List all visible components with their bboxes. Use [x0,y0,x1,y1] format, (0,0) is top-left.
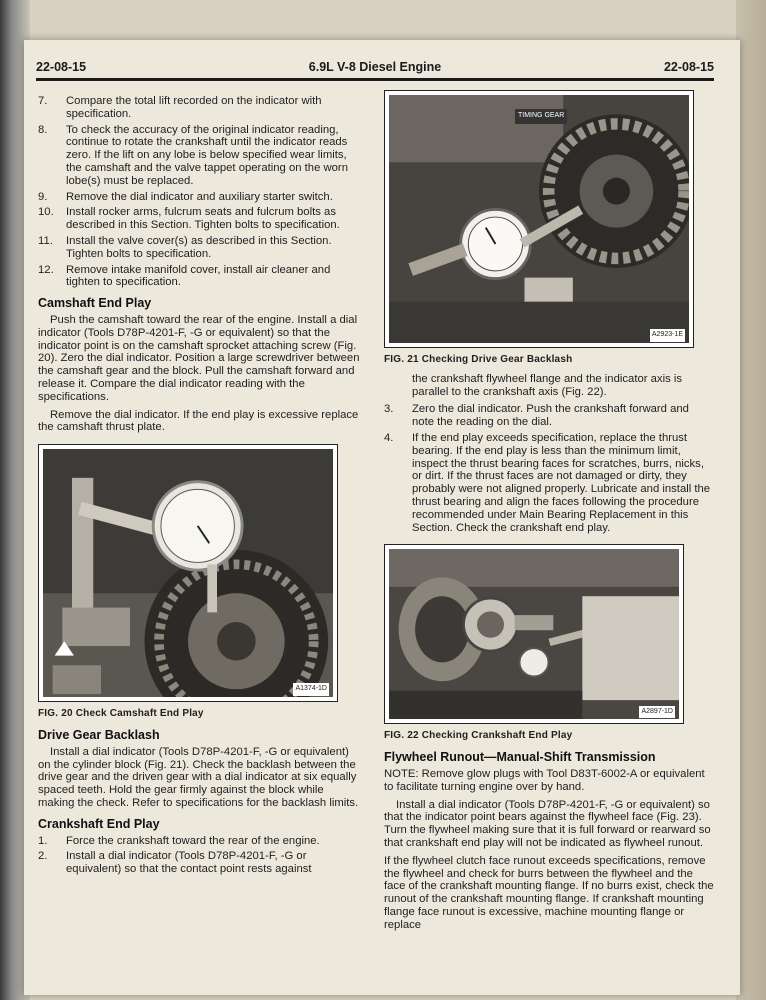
section-heading-drive-gear-backlash: Drive Gear Backlash [38,727,160,742]
step-text: Remove the dial indicator and auxiliary starter switch. [66,190,333,203]
note-paragraph: NOTE: Remove glow plugs with Tool D83T-6002-A or equivalent to facilitate turning engine over by hand. [384,767,705,793]
list-item [38,95,360,121]
manual-page [24,40,740,995]
paragraph: Install a dial indicator (Tools D78P-4201-F, -G or equivalent) on the cylinder block (Fig. 21). Check the backlash between the drive gear and the driven gear with a dial indicator at six equally spaced teeth. Hold the gear firmly against the block while making the check. Refer to specifications for the backlash limits. [38,745,359,809]
step-text: To check the accuracy of the original indicator reading, continue to rotate the crankshaft until the indicator reads zero. If the lift on any lobe is below specified wear limits, the camshaft and the valve tappet operating on the worn lobe(s) must be replaced. [66,123,348,187]
list-item [38,206,360,232]
step-number: 8. [38,123,48,136]
header-rule [36,78,714,81]
figure-code: A1374-1D [293,683,329,696]
header-page-number-right: 22-08-15 [663,60,714,74]
list-item [384,432,714,534]
step-number: 7. [38,95,48,107]
figure-code: A2923-1E [650,329,685,342]
section-heading-camshaft-end-play: Camshaft End Play [38,296,152,311]
paragraph: Install a dial indicator (Tools D78P-4201-F, -G or equivalent) so that the indicator point bears against the flywheel face (Fig. 23). Turn the flywheel making sure that it is full forward or rearward so that crankshaft end play will not be indicated as flywheel runout. [384,798,711,849]
header-page-number-left: 22-08-15 [36,60,87,74]
paragraph: Remove the dial indicator. If the end play is excessive replace the camshaft thrust plate. [38,408,359,434]
figure-22-caption: FIG. 22 Checking Crankshaft End Play [384,730,573,742]
figure-20-caption: FIG. 20 Check Camshaft End Play [38,708,204,720]
step-text: Install the valve cover(s) as described in this Section. Tighten bolts to specification. [66,234,332,260]
list-item [38,850,360,876]
figure-code: A2897-1D [639,706,675,719]
step-number: 11. [38,234,53,247]
step-number: 9. [38,190,48,203]
figure-21-caption: FIG. 21 Checking Drive Gear Backlash [384,354,573,365]
list-item [38,835,360,848]
step-number: 4. [384,431,394,444]
list-item [38,191,360,204]
section-heading-crankshaft-end-play: Crankshaft End Play [38,816,160,831]
paragraph: the crankshaft flywheel flange and the indicator axis is parallel to the crankshaft axis (Fig. 22). [412,372,683,398]
page-header [36,60,714,80]
step-number: 12. [38,263,54,276]
step-text: Install rocker arms, fulcrum seats and fulcrum bolts as described in this Section. Tighten bolts to specification. [66,206,340,232]
step-text: Remove intake manifold cover, install air cleaner and tighten to specification. [66,263,331,289]
list-item [384,403,714,429]
timing-gear-callout: TIMING GEAR [515,109,567,124]
camshaft-dial-indicator-illustration [43,449,333,697]
list-item [38,264,360,290]
step-number: 3. [384,403,394,416]
step-text: Compare the total lift recorded on the indicator with specification. [66,95,322,120]
step-number: 2. [38,850,48,863]
figure-22-photo [384,544,684,724]
step-text: Force the crankshaft toward the rear of the engine. [66,834,320,847]
header-title: 6.9L V-8 Diesel Engine [308,60,442,74]
figure-20-photo [38,444,338,702]
section-heading-flywheel-runout: Flywheel Runout—Manual-Shift Transmission [384,750,656,765]
step-number: 10. [38,206,54,219]
step-number: 1. [38,834,48,847]
step-text: Zero the dial indicator. Push the crankshaft forward and note the reading on the dial. [412,403,689,429]
crankshaft-end-play-illustration [389,549,679,719]
paragraph: Push the camshaft toward the rear of the engine. Install a dial indicator (Tools D78P-4201-F, -G or equivalent) so that the indicator point is on the camshaft sprocket attaching screw (Fig. 20). Zero the dial indicator. Position a large screwdriver between the camshaft gear and the block. Pull the camshaft forward and release it. Compare the dial indicator reading with the specifications. [38,313,360,403]
list-item [38,235,360,261]
step-text: Install a dial indicator (Tools D78P-4201-F, -G or equivalent) so that the contact point rests against [66,850,312,876]
book-edge-right [736,0,766,1000]
left-column [38,95,360,879]
step-text: If the end play exceeds specification, replace the thrust bearing. If the end play is less than the minimum limit, inspect the thrust bearing faces for scratches, burrs, nicks, or dirt. If the thrust faces are not damaged or dirty, they probably were not aligned properly. Lubricate and install the thrust bearing and align the faces following the procedure recommended under Main Bearing Replacement in this Section. Check the crankshaft end play. [412,431,711,534]
list-item [38,124,360,188]
figure-21-photo [384,90,694,348]
right-column [384,90,714,937]
paragraph: If the flywheel clutch face runout exceeds specifications, remove the flywheel and check for burrs between the flywheel and the face of the crankshaft mounting flange. If no burrs exist, check the runout of the crankshaft mounting flange. If crankshaft mounting flange face runout is excessive, machine mounting flange or replace [384,854,714,931]
drive-gear-backlash-illustration [389,95,689,343]
